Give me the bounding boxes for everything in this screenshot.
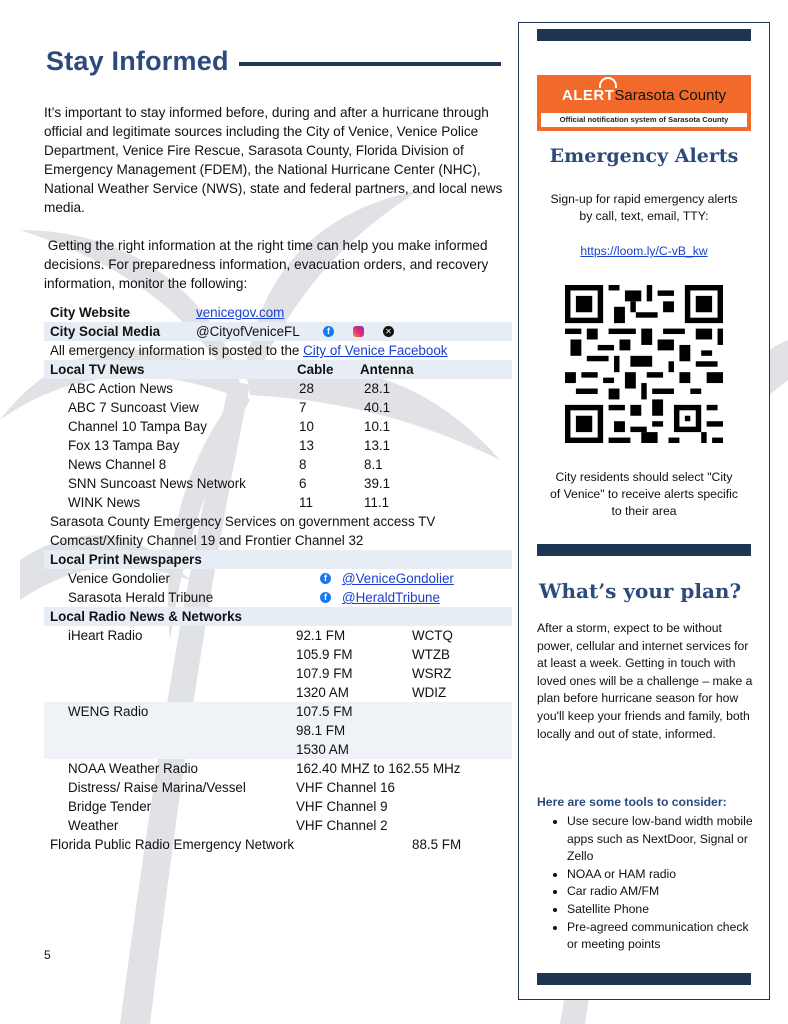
radio-row	[44, 664, 512, 683]
radio-call: WTZB	[412, 647, 450, 662]
tv-header: Local TV News	[50, 362, 145, 377]
sidebar-panel	[518, 22, 770, 1000]
city-website-link[interactable]: venicegov.com	[196, 305, 285, 320]
newspaper-facebook-link[interactable]: @VeniceGondolier	[342, 571, 454, 586]
station-name: SNN Suncoast News Network	[68, 476, 246, 491]
page-number: 5	[44, 948, 51, 962]
radio-row	[44, 683, 512, 702]
station-antenna: 28.1	[364, 381, 391, 396]
instagram-icon[interactable]	[353, 326, 364, 337]
city-social-row	[44, 322, 512, 341]
gov-tv-row	[44, 512, 512, 531]
city-social-label: City Social Media	[50, 324, 161, 339]
sidebar-top-bar	[537, 29, 751, 41]
radio-service-value: VHF Channel 2	[296, 818, 388, 833]
radio-row	[44, 740, 512, 759]
station-cable: 7	[299, 400, 307, 415]
station-antenna: 39.1	[364, 476, 391, 491]
tv-station-row	[44, 474, 512, 493]
radio-header: Local Radio News & Networks	[50, 609, 242, 624]
page-title: Stay Informed	[46, 46, 229, 76]
radio-network-name: WENG Radio	[68, 704, 149, 719]
radio-freq: 92.1 FM	[296, 628, 346, 643]
station-antenna: 11.1	[364, 495, 390, 510]
list-item: • NOAA or HAM radio	[567, 866, 759, 884]
station-name: Fox 13 Tampa Bay	[68, 438, 180, 453]
station-name: WINK News	[68, 495, 141, 510]
radio-row	[44, 778, 512, 797]
facebook-icon: f	[320, 592, 331, 603]
facebook-note-row	[44, 341, 512, 360]
heading-rule	[239, 62, 501, 66]
intro-paragraph: It’s important to stay informed before, during and after a hurricane through official and legitimate sources including the City of Venice, Venice Police Department, Venice Fire Rescue, Sarasota County, Florida Division of Emergency Management (FDEM), the National Hurricane Center (NHC), National Weather Service (NWS), state and federal partners, and local news media.	[44, 105, 503, 215]
sidebar-bottom-bar	[537, 973, 751, 985]
radio-row	[44, 645, 512, 664]
radio-freq: 1530 AM	[296, 742, 349, 757]
list-item: • Use secure low-band width mobile apps such as NextDoor, Signal or Zello	[567, 813, 759, 866]
iheart-block	[44, 626, 512, 702]
stay-informed-heading	[46, 46, 501, 77]
tools-title: Here are some tools to consider:	[537, 795, 727, 809]
station-name: Channel 10 Tampa Bay	[68, 419, 207, 434]
station-name: ABC Action News	[68, 381, 173, 396]
radio-network-name: iHeart Radio	[68, 628, 143, 643]
tv-station-row	[44, 455, 512, 474]
radio-service-name: NOAA Weather Radio	[68, 761, 199, 776]
alert-sarasota-logo	[537, 75, 751, 131]
plan-text: After a storm, expect to be without power, cellular and internet services for at least a week. Getting in touch with loved ones will be a challenge – make a plan before hurricane season for how you'll keep your friends and family, both locally and out of state, informed.	[537, 621, 753, 741]
city-facebook-link[interactable]: City of Venice Facebook	[303, 343, 448, 358]
radio-freq: 1320 AM	[296, 685, 349, 700]
gov-tv-line-1: Sarasota County Emergency Services on government access TV	[50, 514, 436, 529]
city-website-row	[44, 303, 512, 322]
station-cable: 8	[299, 457, 307, 472]
list-item: • Satellite Phone	[567, 901, 759, 919]
radio-service-value: VHF Channel 16	[296, 780, 395, 795]
radio-call: WCTQ	[412, 628, 453, 643]
newspaper-name: Sarasota Herald Tribune	[68, 590, 214, 605]
city-social-handle: @CityofVeniceFL	[196, 324, 300, 339]
fprn-row	[44, 835, 512, 854]
radio-service-name: Bridge Tender	[68, 799, 152, 814]
fprn-name: Florida Public Radio Emergency Network	[50, 837, 295, 852]
list-item: • Car radio AM/FM	[567, 883, 759, 901]
print-header: Local Print Newspapers	[50, 552, 202, 567]
fprn-value: 88.5 FM	[412, 837, 462, 852]
station-cable: 6	[299, 476, 307, 491]
gov-tv-row	[44, 531, 512, 550]
tv-header-row	[44, 360, 512, 379]
station-name: News Channel 8	[68, 457, 167, 472]
city-website-label: City Website	[50, 305, 131, 320]
station-antenna: 13.1	[364, 438, 391, 453]
radio-row	[44, 626, 512, 645]
newspaper-row	[44, 569, 512, 588]
other-radio-list	[44, 759, 512, 835]
station-cable: 13	[299, 438, 314, 453]
weng-block	[44, 702, 512, 759]
second-paragraph: Getting the right information at the right time can help you make informed decisions. For preparedness information, evacuation orders, and recovery information, monitor the following:	[44, 238, 493, 291]
sidebar-middle-bar	[537, 544, 751, 556]
print-header-row	[44, 550, 512, 569]
radio-freq: 107.9 FM	[296, 666, 353, 681]
station-cable: 11	[299, 495, 313, 510]
station-cable: 10	[299, 419, 314, 434]
radio-freq: 107.5 FM	[296, 704, 353, 719]
radio-row	[44, 721, 512, 740]
gov-tv-line-2: Comcast/Xfinity Channel 19 and Frontier Channel 32	[50, 533, 364, 548]
logo-alert-text: ALERT	[561, 87, 615, 104]
tv-station-list	[44, 379, 512, 512]
tv-col-cable: Cable	[297, 362, 334, 377]
radio-service-name: Distress/ Raise Marina/Vessel	[68, 780, 246, 795]
tv-station-row	[44, 398, 512, 417]
radio-call: WDIZ	[412, 685, 447, 700]
radio-service-name: Weather	[68, 818, 119, 833]
tv-station-row	[44, 493, 512, 512]
x-twitter-icon[interactable]: ✕	[383, 326, 394, 337]
radio-service-value: VHF Channel 9	[296, 799, 388, 814]
information-sources-table	[44, 303, 512, 854]
facebook-note-text: All emergency information is posted to the	[50, 343, 304, 358]
radio-row	[44, 759, 512, 778]
newspaper-name: Venice Gondolier	[68, 571, 170, 586]
facebook-icon: f	[320, 573, 331, 584]
facebook-icon[interactable]: f	[323, 326, 334, 337]
radio-service-value: 162.40 MHZ to 162.55 MHz	[296, 761, 461, 776]
station-antenna: 40.1	[364, 400, 391, 415]
newspaper-row	[44, 588, 512, 607]
tv-col-antenna: Antenna	[360, 362, 414, 377]
plan-title: What’s your plan?	[539, 579, 742, 603]
station-antenna: 10.1	[364, 419, 391, 434]
radio-freq: 98.1 FM	[296, 723, 346, 738]
logo-tagline: Official notification system of Sarasota County	[541, 113, 747, 127]
radio-freq: 105.9 FM	[296, 647, 353, 662]
qr-code[interactable]	[565, 285, 723, 443]
list-item: • Pre-agreed communication check or meeting points	[567, 919, 759, 954]
station-antenna: 8.1	[364, 457, 383, 472]
alerts-signup-text: Sign-up for rapid emergency alerts by call, text, email, TTY:	[550, 192, 738, 223]
radio-row	[44, 816, 512, 835]
tv-station-row	[44, 417, 512, 436]
emergency-alerts-title: Emergency Alerts	[549, 145, 739, 167]
radio-row	[44, 797, 512, 816]
tv-station-row	[44, 379, 512, 398]
radio-row	[44, 702, 512, 721]
tools-list	[537, 813, 759, 954]
alerts-signup-link[interactable]: https://loom.ly/C-vB_kw	[580, 244, 708, 258]
radio-header-row	[44, 607, 512, 626]
qr-note: City residents should select "City of Venice" to receive alerts specific to their area	[550, 470, 738, 518]
logo-county-text: Sarasota County	[614, 87, 727, 104]
station-cable: 28	[299, 381, 314, 396]
radio-call: WSRZ	[412, 666, 452, 681]
station-name: ABC 7 Suncoast View	[68, 400, 199, 415]
newspaper-facebook-link[interactable]: @HeraldTribune	[342, 590, 440, 605]
tv-station-row	[44, 436, 512, 455]
